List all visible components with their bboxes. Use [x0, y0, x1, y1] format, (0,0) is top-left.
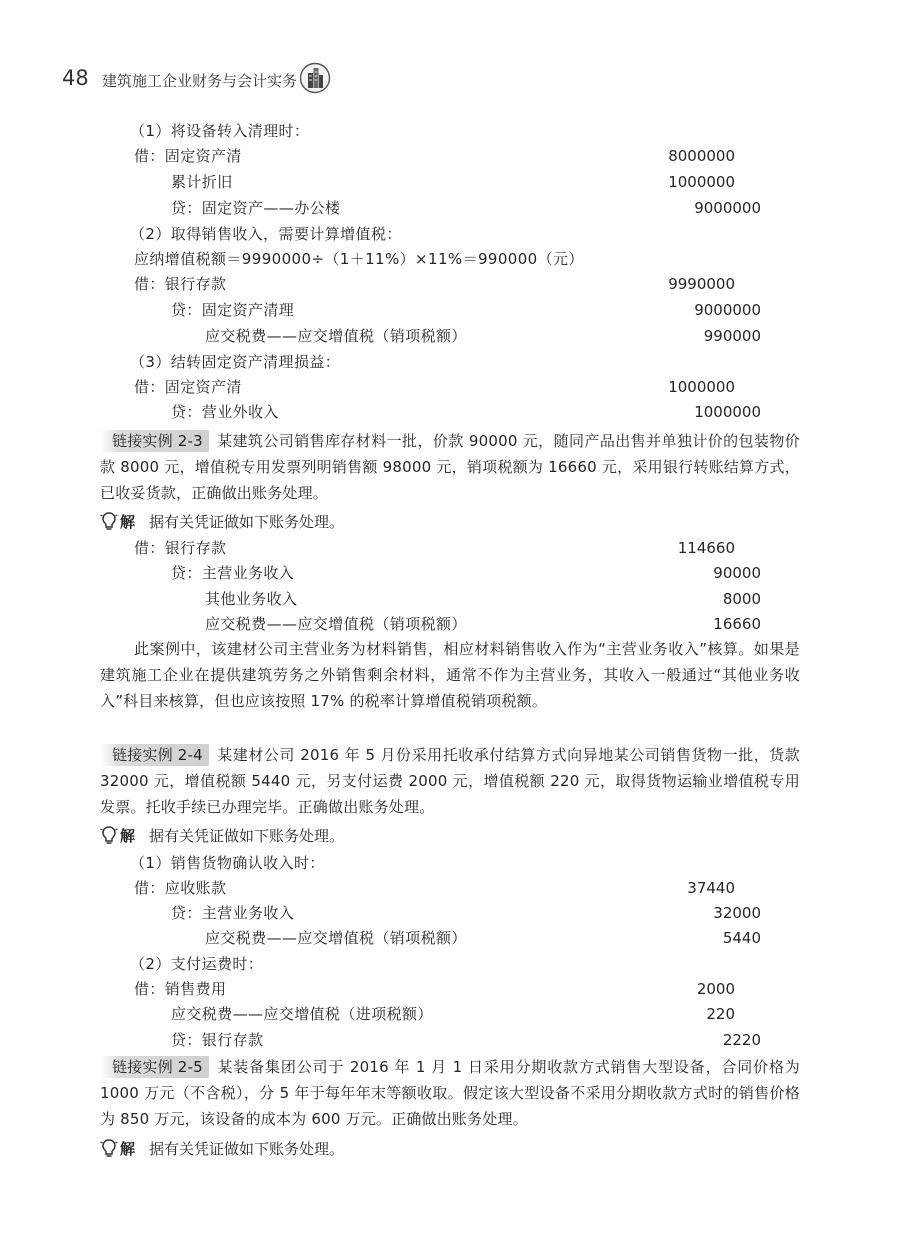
- entry-label: 借：销售费用: [134, 980, 227, 998]
- analysis-paragraph: 此案例中，该建材公司主营业务为材料销售，相应材料销售收入作为“主营业务收入”核算。如果是建筑施工企业在提供建筑劳务之外销售剩余材料，通常不作为主营业务，其收入一般通过“其他业务收入”科目来核算，但也应该按照 17% 的税率计算增值税销项税额。: [100, 640, 800, 710]
- entry-amount: 1000000: [694, 403, 761, 421]
- entry-amount: 9000000: [694, 301, 761, 319]
- solution-text: 据有关凭证做如下账务处理。: [149, 1140, 345, 1158]
- entry-amount: 37440: [687, 879, 735, 897]
- step-heading: （1）销售货物确认收入时：: [130, 854, 325, 872]
- example-text: 某建筑公司销售库存材料一批，价款 90000 元，随同产品出售并单独计价的包装物价款 8000 元，增值税专用发票列明销售额 98000 元，销项税额为 16660 元，采用银行转账结算方式，已收妥货款，正确做出账务处理。: [100, 432, 800, 502]
- entry-amount: 5440: [722, 929, 761, 947]
- entry-label: 贷：主营业务收入: [171, 904, 295, 922]
- entry-label: 应交税费——应交增值税（销项税额）: [205, 929, 467, 947]
- entry-label: 借：应收账款: [134, 879, 227, 897]
- solution-line: [100, 825, 344, 847]
- entry-amount: 8000: [722, 590, 761, 608]
- step-heading: （3）结转固定资产清理损益：: [130, 353, 341, 371]
- entry-label: 借：银行存款: [134, 539, 227, 557]
- example-badge: 链接实例 2-3: [100, 430, 209, 452]
- book-title: 建筑施工企业财务与会计实务: [102, 72, 298, 90]
- example-paragraph: [100, 428, 800, 506]
- entry-amount: 16660: [713, 615, 761, 633]
- entry-label: 累计折旧: [171, 173, 233, 191]
- entry-label: 其他业务收入: [205, 590, 298, 608]
- entry-label: 贷：固定资产——办公楼: [171, 199, 341, 217]
- entry-label: 借：银行存款: [134, 275, 227, 293]
- entry-amount: 2220: [722, 1031, 761, 1049]
- solution-line: [100, 1138, 344, 1160]
- entry-label: 贷：主营业务收入: [171, 564, 295, 582]
- entry-amount: 220: [706, 1005, 735, 1023]
- solution-label: 解: [120, 513, 136, 531]
- solution-text: 据有关凭证做如下账务处理。: [149, 513, 345, 531]
- entry-amount: 990000: [703, 327, 761, 345]
- solution-label: 解: [120, 1140, 136, 1158]
- entry-label: 借：固定资产清: [134, 378, 242, 396]
- formula: 应纳增值税额＝9990000÷（1＋11%）×11%＝990000（元）: [134, 250, 584, 268]
- entry-amount: 9000000: [694, 199, 761, 217]
- entry-label: 贷：银行存款: [171, 1031, 264, 1049]
- solution-label: 解: [120, 827, 136, 845]
- entry-label: 应交税费——应交增值税（销项税额）: [205, 615, 467, 633]
- example-text: 某装备集团公司于 2016 年 1 月 1 日采用分期收款方式销售大型设备，合同价格为 1000 万元（不含税），分 5 年于每年年末等额收取。假定该大型设备不采用分期收款方式时的销售价格为 850 万元，该设备的成本为 600 万元。正确做出账务处理。: [100, 1058, 800, 1128]
- step-heading: （2）支付运费时：: [130, 955, 264, 973]
- building-logo-icon: [299, 62, 331, 94]
- example-paragraph: [100, 1054, 800, 1132]
- entry-amount: 9990000: [668, 275, 735, 293]
- entry-label: 贷：营业外收入: [171, 403, 279, 421]
- example-badge: 链接实例 2-5: [100, 1056, 209, 1078]
- entry-label: 应交税费——应交增值税（进项税额）: [171, 1005, 433, 1023]
- entry-amount: 32000: [713, 904, 761, 922]
- solution-line: [100, 511, 344, 533]
- entry-amount: 90000: [713, 564, 761, 582]
- example-badge: 链接实例 2-4: [100, 744, 209, 766]
- solution-text: 据有关凭证做如下账务处理。: [149, 827, 345, 845]
- example-text: 某建材公司 2016 年 5 月份采用托收承付结算方式向异地某公司销售货物一批，货款 32000 元，增值税额 5440 元，另支付运费 2000 元，增值税额 220 元，取得货物运输业增值税专用发票。托收手续已办理完毕。正确做出账务处理。: [100, 746, 800, 816]
- entry-amount: 2000: [696, 980, 735, 998]
- lightbulb-icon: [100, 511, 118, 531]
- entry-amount: 1000000: [668, 378, 735, 396]
- entry-label: 应交税费——应交增值税（销项税额）: [205, 327, 467, 345]
- example-paragraph: [100, 742, 800, 820]
- step-heading: （1）将设备转入清理时：: [130, 122, 310, 140]
- entry-amount: 1000000: [668, 173, 735, 191]
- step-heading: （2）取得销售收入，需要计算增值税：: [130, 225, 402, 243]
- entry-label: 贷：固定资产清理: [171, 301, 295, 319]
- entry-amount: 114660: [677, 539, 735, 557]
- lightbulb-icon: [100, 825, 118, 845]
- lightbulb-icon: [100, 1138, 118, 1158]
- entry-label: 借：固定资产清: [134, 147, 242, 165]
- entry-amount: 8000000: [668, 147, 735, 165]
- page-number: 48: [62, 66, 89, 90]
